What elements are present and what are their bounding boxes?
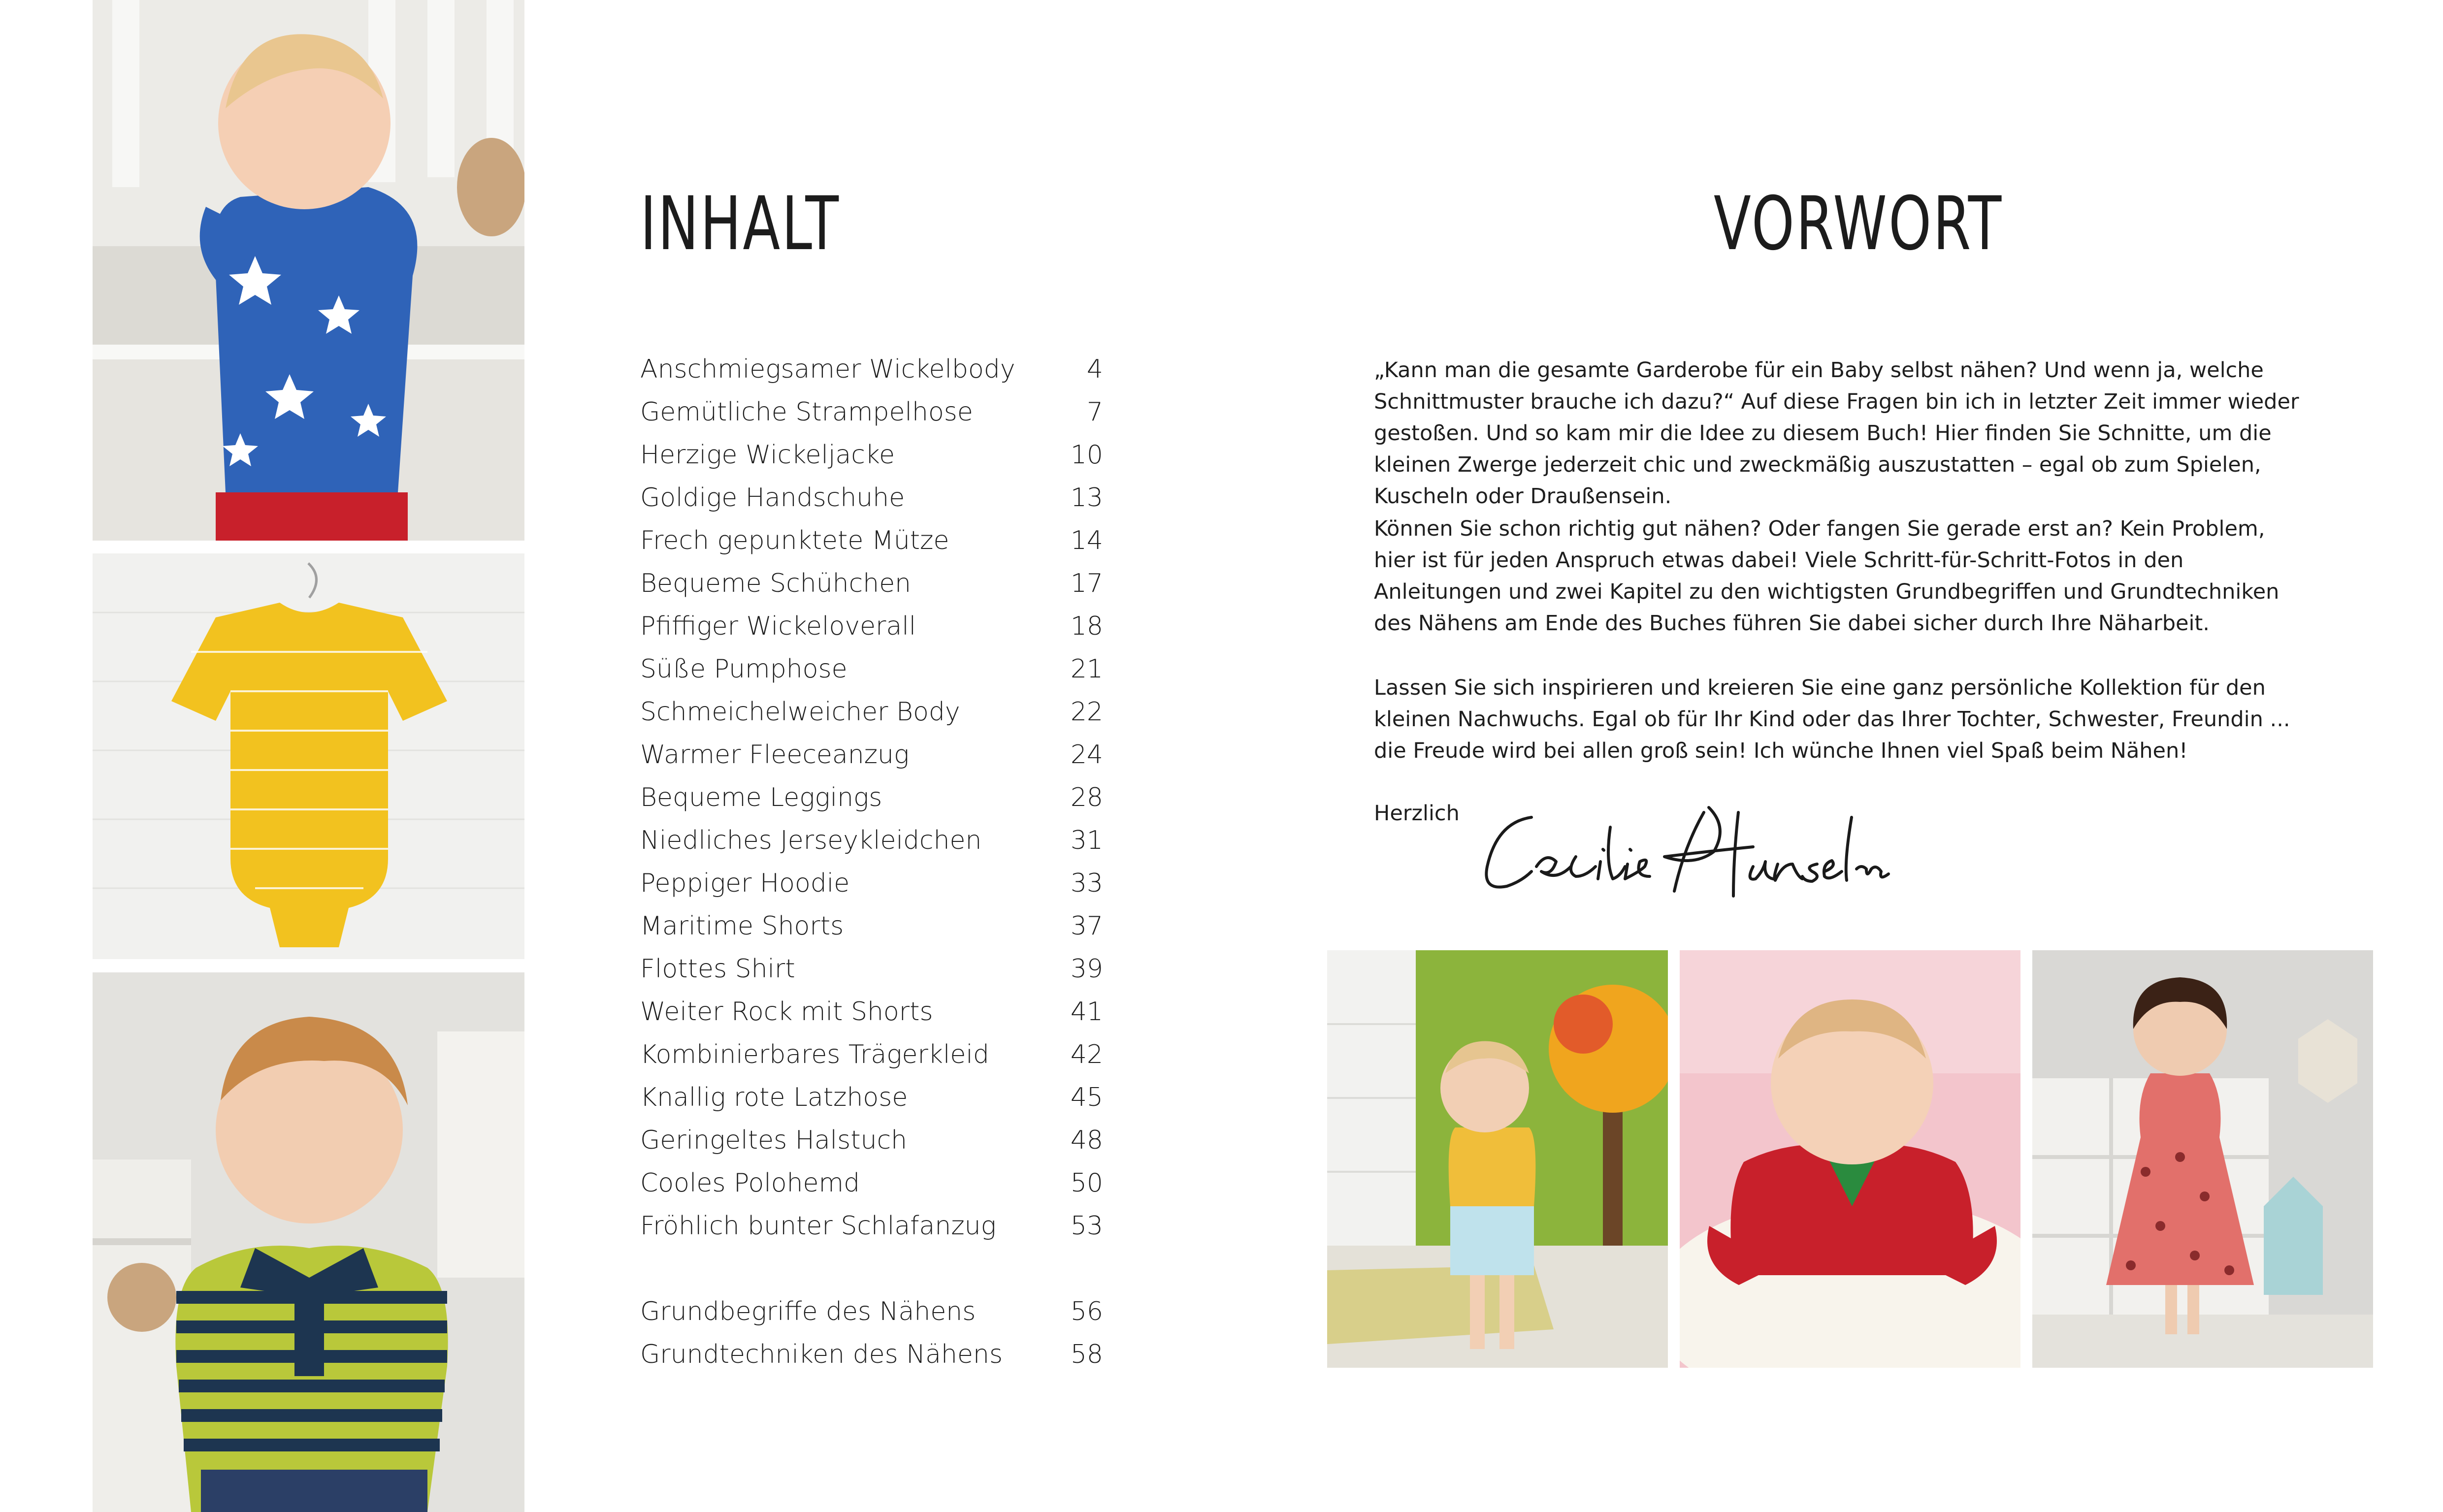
toc-item-title: Weiter Rock mit Shorts [640,997,933,1027]
toc-item-page: 13 [1070,483,1103,513]
toc-item-title: Goldige Handschuhe [640,483,905,513]
foreword-paragraph-3: Lassen Sie sich inspirieren und kreieren Sie eine ganz persönliche Kollektion für den kleinen Nachwuchs. Egal ob für Ihr Kind oder das Ihrer Tochter, Schwester, Freundin ... die Freude wird bei allen groß sein! Ich wünche Ihnen viel Spaß beim Nähen! [1374,676,2290,763]
toc-item [640,392,1103,432]
toc-item-page: 31 [1070,826,1103,855]
toc-item-page: 21 [1070,654,1103,684]
toc-item-title: Maritime Shorts [640,911,844,941]
toc-item [640,607,1103,646]
toc-item-page: 33 [1070,869,1103,898]
toc-item-page: 58 [1070,1340,1103,1369]
toc-item-title: Schmeichelweicher Body [640,697,960,727]
toc-item-page: 50 [1070,1168,1103,1198]
toc-item [640,949,1103,989]
toc-item-page: 17 [1070,569,1103,598]
toc-item [640,1335,1103,1374]
toc-item-page: 22 [1070,697,1103,727]
toc-item-title: Bequeme Schühchen [640,569,912,598]
toc-item [640,735,1103,774]
photo-boy-polo [93,972,524,1512]
toc-item-title: Warmer Fleeceanzug [640,740,910,770]
photo-baby-red-jacket [1680,950,2020,1368]
toc-item-title: Bequeme Leggings [640,783,882,812]
toc-item [640,821,1103,860]
photo-baby-star-jacket [93,0,524,541]
toc-item-page: 14 [1070,526,1103,555]
toc-item [640,1035,1103,1074]
toc-item-page: 10 [1070,440,1103,470]
foreword-paragraph-1: „Kann man die gesamte Garderobe für ein Baby selbst nähen? Und wenn ja, welche Schnittmuster brauche ich dazu?“ Auf diese Fragen bin ich in letzter Zeit immer wieder gestoßen. Und so kam mir die Idee zu diesem Buch! Hier finden Sie Schnitte, um die kleinen Zwerge jederzeit chic und zweckmäßig auszustatten – egal ob zum Spielen, Kuscheln oder Draußensein. [1374,358,2299,509]
toc-heading: INHALT [640,181,841,267]
toc-item-title: Flottes Shirt [640,954,795,984]
foreword-paragraph-2: Können Sie schon richtig gut nähen? Oder fangen Sie gerade erst an? Kein Problem, hier ist für jeden Anspruch etwas dabei! Viele Schritt-für-Schritt-Fotos in den Anleitungen und zwei Kapitel zu den wichtigsten Grundbegriffen und Grundtechniken des Nähens am Ende des Buches führen Sie dabei sicher durch Ihre Näharbeit. [1374,516,2280,636]
toc-item-title: Knallig rote Latzhose [640,1083,908,1112]
foreword-closing: Herzlich [1374,801,1460,826]
toc-item [640,1206,1103,1246]
toc-item [640,692,1103,732]
toc-item [640,778,1103,817]
toc-item-page: 39 [1070,954,1103,984]
photo-toddler-red-dress [2032,950,2373,1368]
toc-item-page: 45 [1070,1083,1103,1112]
toc-item [640,1163,1103,1203]
toc-item-page: 7 [1086,397,1103,427]
foreword-heading: VORWORT [1714,181,2003,267]
toc-item-page: 37 [1070,911,1103,941]
handwritten-signature [1477,798,1891,906]
toc-item [640,1078,1103,1117]
toc-item [640,649,1103,689]
toc-item [640,478,1103,517]
toc-item-title: Grundbegriffe des Nähens [640,1297,976,1326]
toc-item-page: 48 [1070,1126,1103,1155]
toc-item-page: 28 [1070,783,1103,812]
toc-item-page: 42 [1070,1040,1103,1069]
toc-item [640,992,1103,1031]
toc-item-page: 41 [1070,997,1103,1027]
photo-toddler-green-wall [1327,950,1668,1368]
toc-item-title: Anschmiegsamer Wickelbody [640,354,1015,384]
toc-item [640,864,1103,903]
toc-item-title: Süße Pumphose [640,654,847,684]
toc-item-title: Grundtechniken des Nähens [640,1340,1003,1369]
toc-item-title: Niedliches Jerseykleidchen [640,826,982,855]
toc-item [640,435,1103,475]
toc-item-title: Fröhlich bunter Schlafanzug [640,1211,996,1241]
toc-item-title: Geringeltes Halstuch [640,1126,908,1155]
toc-item-page: 24 [1070,740,1103,770]
toc-item-title: Cooles Polohemd [640,1168,860,1198]
toc-item-page: 18 [1070,611,1103,641]
toc-item-title: Pfiffiger Wickeloverall [640,611,916,641]
toc-item-title: Kombinierbares Trägerkleid [640,1040,989,1069]
toc-item [640,1121,1103,1160]
toc-item-title: Peppiger Hoodie [640,869,850,898]
toc-item-page: 53 [1070,1211,1103,1241]
toc-item-page: 4 [1086,354,1103,384]
toc-item [640,350,1103,389]
toc-item [640,1292,1103,1331]
toc-item-title: Frech gepunktete Mütze [640,526,949,555]
toc-item-title: Gemütliche Strampelhose [640,397,973,427]
toc-item [640,521,1103,560]
toc-item [640,564,1103,603]
toc-item-page: 56 [1070,1297,1103,1326]
toc-item-title: Herzige Wickeljacke [640,440,895,470]
toc-item [640,906,1103,946]
photo-yellow-body [93,553,524,959]
